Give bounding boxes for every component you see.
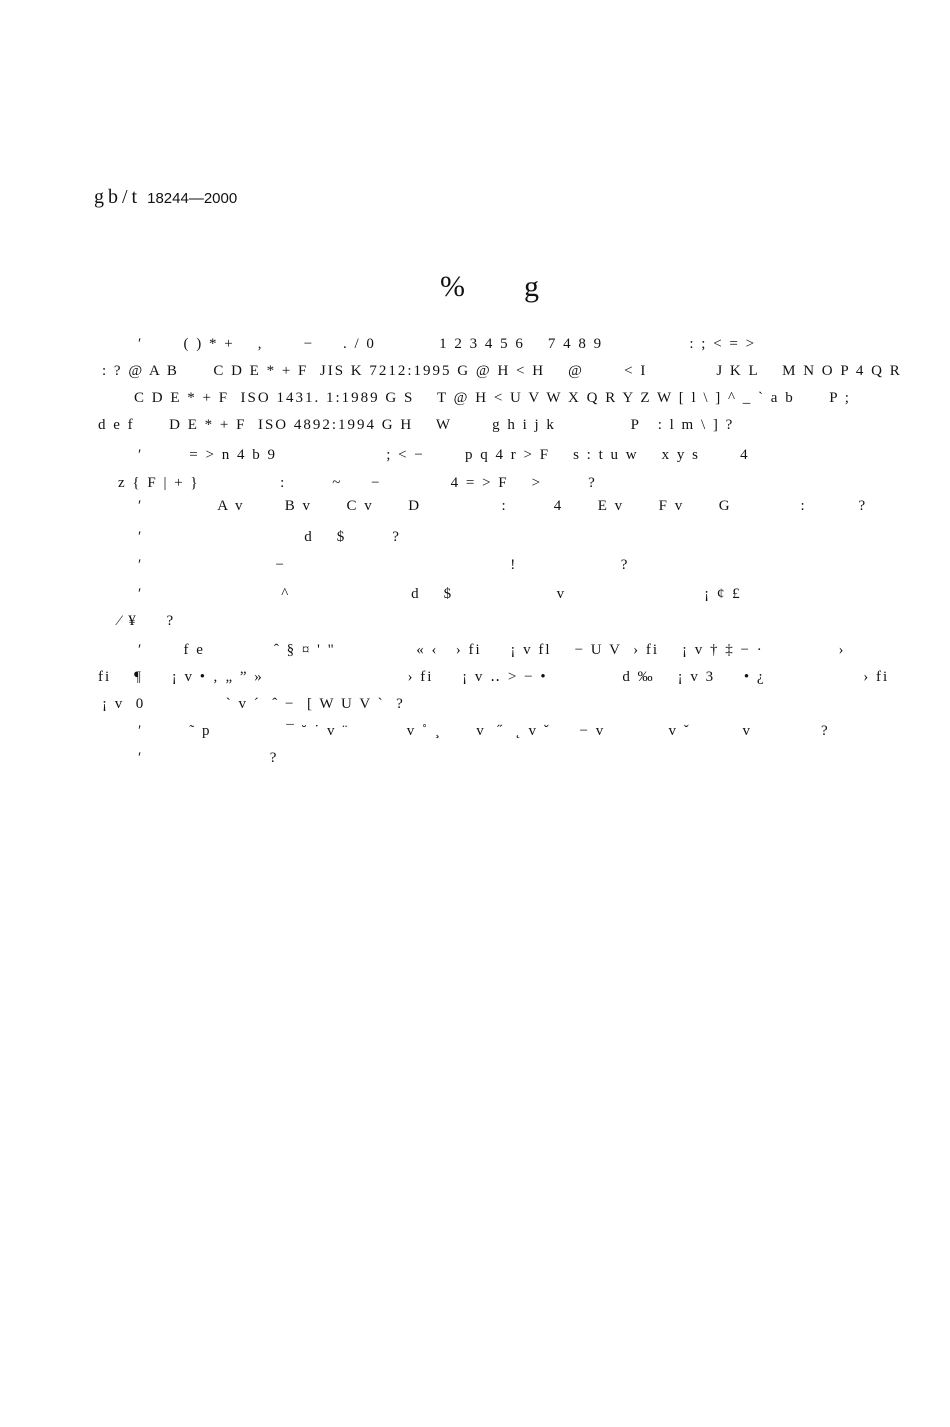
section-heading: % g [440,270,541,303]
standard-number [94,186,237,209]
body-line-10: ′ ^ d $ v ¡ ¢ £ [138,586,742,602]
body-line-6: z { F | + } : ~ − 4 = > F > ? [118,475,597,491]
body-line-7: ′ A v B v C v D : 4 E v F v G : ? [138,498,868,514]
body-line-5: ′ = > n 4 b 9 ; < − p q 4 r > F s : t u w x y s 4 [138,447,750,463]
body-line-4: d e f D E * + F ISO 4892:1994 G H W g h i j k P : l m \ ] ? [98,417,735,433]
body-line-12: ′ f e ˆ § ¤ ' " « ‹ › fi ¡ v fl − U V › fi ¡ v † ‡ − · › [138,642,846,658]
body-line-9: ′ − ! ? [138,557,630,573]
body-line-2: : ? @ A B C D E * + F JIS K 7212:1995 G @ H < H @ < I J K L M N O P 4 Q R [102,363,902,379]
body-line-11: ⁄ ¥ ? [118,613,176,629]
standard-year: 18244—2000 [147,190,238,207]
body-line-14: ¡ v 0 ` v ´ ˆ − [ W U V ` ? [102,696,405,712]
body-line-16: ′ ? [138,750,279,766]
body-line-1: ′ ( ) * + , − . / 0 1 2 3 4 5 6 7 4 8 9 : ; < = > [138,336,757,352]
body-line-15: ′ ˜ p ¯ ˘ ˙ v ¨ v ˚ ¸ v ˝ ˛ v ˇ − v v ˇ v ? [138,723,830,739]
body-line-8: ′ d $ ? [138,529,401,545]
standard-prefix: gb/t [94,186,142,208]
body-line-3: C D E * + F ISO 1431. 1:1989 G S T @ H < U V W X Q R Y Z W [ l \ ] ^ _ ` a b P ; [134,390,851,406]
body-line-13: fi ¶ ¡ v • ‚ „ ” » › fi ¡ v ‥ > − • d ‰ ¡ v 3 • ¿ › fi [98,669,890,685]
